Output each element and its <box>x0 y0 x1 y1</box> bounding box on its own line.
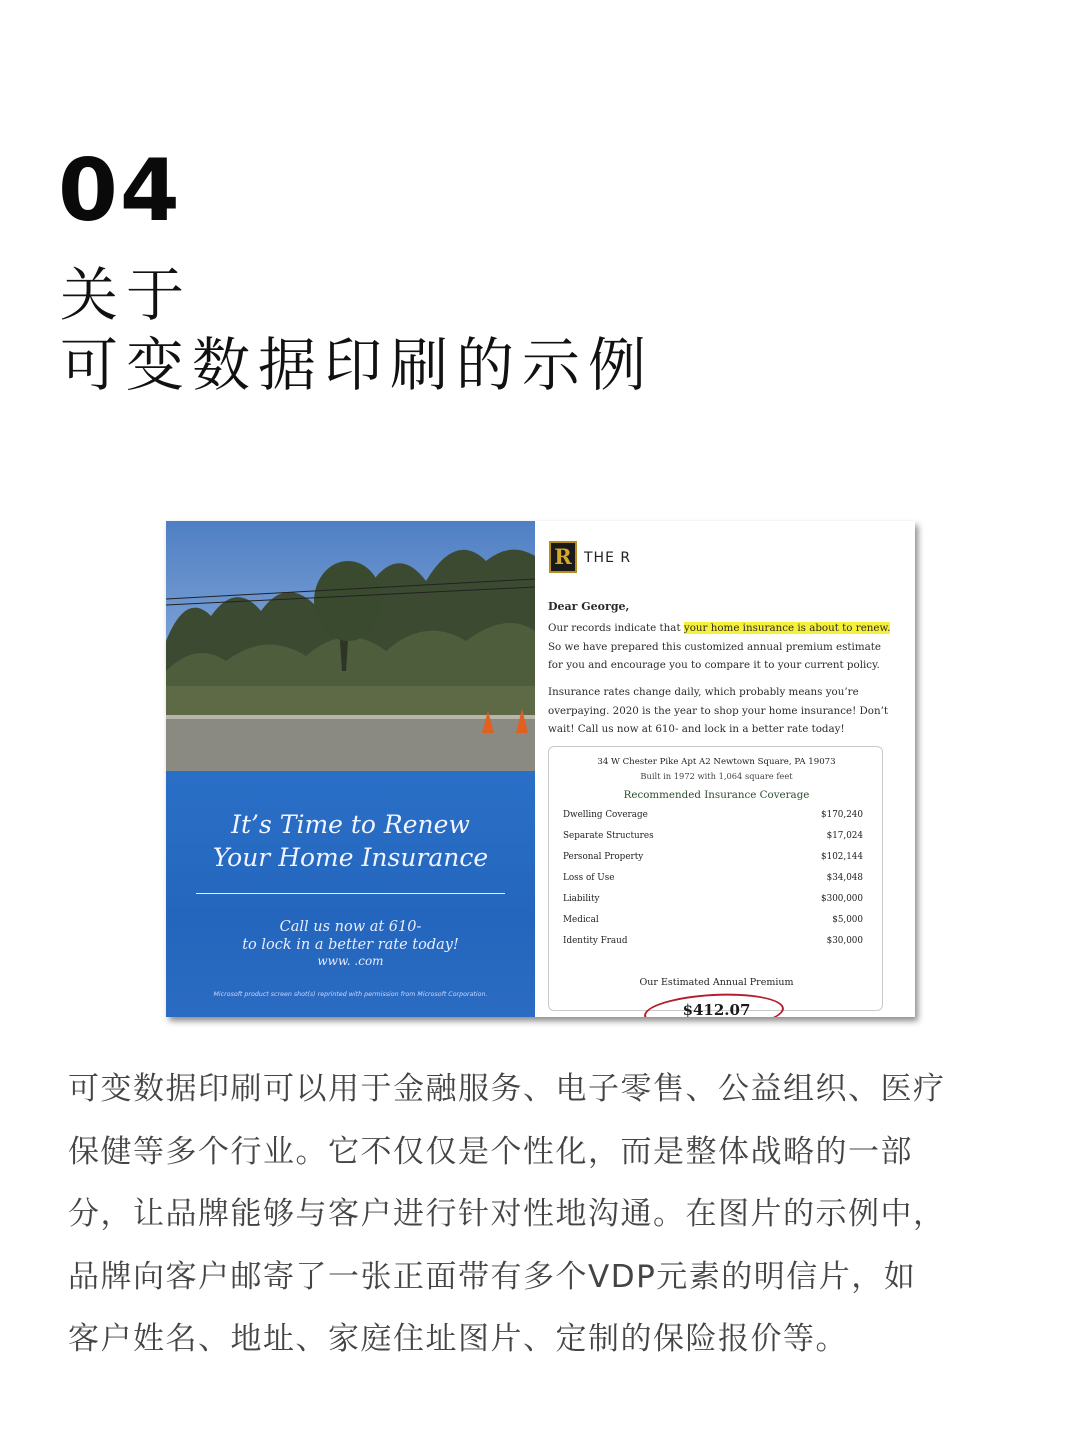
postcard-image <box>166 521 915 1017</box>
coverage-value: $17,024 <box>826 831 863 841</box>
body-line: 保健等多个行业。它不仅仅是个性化，而是整体战略的一部 <box>68 1133 913 1170</box>
premium-value: $412.07 <box>682 1001 751 1017</box>
property-address: 34 W Chester Pike Apt A2 Newtown Square, PA 19073 <box>597 757 836 767</box>
coverage-label: Identity Fraud <box>563 936 628 946</box>
brand-logo-icon: R <box>549 541 577 573</box>
p1-highlight: your home insurance is about to renew. <box>683 622 891 634</box>
body-line: 客户姓名、地址、家庭住址图片、定制的保险报价等。 <box>68 1321 848 1357</box>
front-headline-line-2: Your Home Insurance <box>212 843 489 872</box>
coverage-label: Separate Structures <box>563 831 654 841</box>
coverage-value: $34,048 <box>826 873 863 883</box>
front-web: www. .com <box>317 954 384 968</box>
coverage-label: Personal Property <box>563 852 644 862</box>
house-street-photo <box>166 521 535 771</box>
section-number: 04 <box>58 141 182 241</box>
p2-line-1: Insurance rates change daily, which probably means you’re <box>548 686 859 698</box>
front-divider <box>196 893 505 894</box>
coverage-label: Dwelling Coverage <box>563 810 648 820</box>
recommended-heading: Recommended Insurance Coverage <box>623 789 810 801</box>
front-headline-line-1: It’s Time to Renew <box>231 810 470 839</box>
coverage-row <box>563 936 863 952</box>
front-call-line-2: to lock in a better rate today! <box>242 937 459 953</box>
title-line-2: 可变数据印刷的示例 <box>60 331 655 399</box>
letter-greeting: Dear George, <box>548 600 630 613</box>
title-line-1: 关于 <box>60 261 193 329</box>
p1-line-2: So we have prepared this customized annual premium estimate <box>548 640 881 653</box>
coverage-row <box>563 831 863 847</box>
body-line: 品牌向客户邮寄了一张正面带有多个VDP元素的明信片，如 <box>68 1258 917 1295</box>
body-line: 可变数据印刷可以用于金融服务、电子零售、公益组织、医疗 <box>68 1071 946 1107</box>
front-call-line-1: Call us now at 610- <box>279 919 422 935</box>
p1-line-3: for you and encourage you to compare it to your current policy. <box>548 659 880 671</box>
body-line: 分，让品牌能够与客户进行针对性地沟通。在图片的示例中， <box>68 1196 946 1232</box>
letter-paragraph-2 <box>548 683 889 739</box>
coverage-row <box>563 894 863 910</box>
p2-line-3: wait! Call us now at 610- and lock in a better rate today! <box>548 723 845 735</box>
letter-paragraph-1 <box>548 619 891 675</box>
premium-label: Our Estimated Annual Premium <box>639 977 794 988</box>
coverage-value: $102,144 <box>821 852 863 862</box>
front-blue-panel <box>166 771 535 1017</box>
coverage-value: $300,000 <box>821 894 863 904</box>
coverage-row <box>563 852 863 868</box>
coverage-row <box>563 810 863 826</box>
p2-line-2: overpaying. 2020 is the year to shop your home insurance! Don’t <box>548 704 889 717</box>
brand-name: THE R <box>584 550 632 566</box>
coverage-value: $5,000 <box>832 915 863 925</box>
coverage-label: Liability <box>563 894 600 904</box>
coverage-value: $170,240 <box>821 810 863 820</box>
body-paragraph <box>68 1058 1028 1371</box>
coverage-label: Loss of Use <box>563 873 615 883</box>
coverage-row <box>563 915 863 931</box>
postcard-front <box>166 521 535 1017</box>
quote-box <box>548 746 883 1017</box>
postcard-back <box>535 521 915 1017</box>
coverage-label: Medical <box>563 915 599 925</box>
property-built: Built in 1972 with 1,064 square feet <box>640 771 793 781</box>
coverage-row <box>563 873 863 889</box>
coverage-value: $30,000 <box>826 936 863 946</box>
p1-text: Our records indicate that <box>548 622 684 634</box>
front-fineprint: Microsoft product screen shot(s) reprinted with permission from Microsoft Corporation. <box>213 991 488 998</box>
